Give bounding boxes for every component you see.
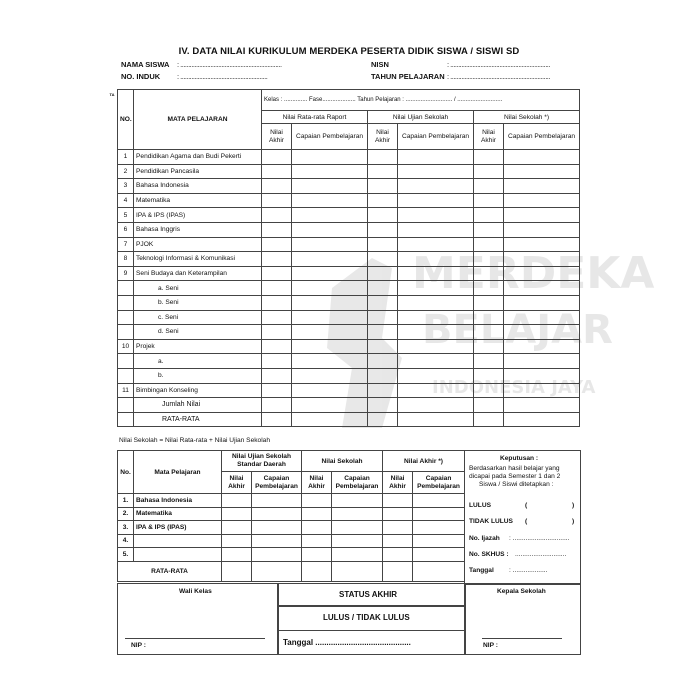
no-induk-label: NO. INDUK bbox=[121, 72, 161, 81]
grade-cell[interactable] bbox=[292, 368, 368, 383]
grade-cell[interactable] bbox=[474, 281, 504, 296]
nilai-sekolah-footnote: Nilai Sekolah = Nilai Rata-rata + Nilai Ujian Sekolah bbox=[119, 437, 270, 444]
table-row bbox=[118, 534, 465, 548]
row-label: PJOK bbox=[134, 237, 262, 252]
row-no bbox=[118, 398, 134, 413]
grade-cell[interactable] bbox=[302, 521, 332, 535]
grade-cell[interactable] bbox=[262, 281, 292, 296]
grade-cell[interactable] bbox=[302, 507, 332, 521]
row-no: 2. bbox=[118, 507, 134, 521]
grade-cell[interactable] bbox=[262, 310, 292, 325]
row-no: 4 bbox=[118, 193, 134, 208]
grade-cell[interactable] bbox=[504, 252, 580, 267]
grade-cell[interactable] bbox=[398, 368, 474, 383]
t2-sub-nilai-akhir-1: Nilai Akhir bbox=[302, 472, 332, 494]
lulus-label: LULUS bbox=[469, 502, 491, 509]
grade-cell[interactable] bbox=[474, 252, 504, 267]
keputusan-text1: Berdasarkan hasil belajar yang bbox=[469, 465, 560, 472]
table-row bbox=[118, 325, 580, 340]
grade-cell[interactable] bbox=[262, 398, 292, 413]
row-no bbox=[118, 281, 134, 296]
tahun-pelajaran-label: TAHUN PELAJARAN bbox=[371, 72, 445, 81]
grade-cell[interactable] bbox=[262, 252, 292, 267]
grade-cell[interactable] bbox=[332, 494, 383, 508]
page-title: IV. DATA NILAI KURIKULUM MERDEKA PESERTA DIDIK SISWA / SISWI SD bbox=[178, 46, 520, 57]
nilai-ujian-table bbox=[117, 450, 465, 582]
table-row bbox=[118, 222, 580, 237]
row-no bbox=[118, 310, 134, 325]
grade-cell[interactable] bbox=[398, 281, 474, 296]
grade-cell[interactable] bbox=[368, 164, 398, 179]
row-label: Bahasa Indonesia bbox=[134, 179, 262, 194]
row-no: 1. bbox=[118, 494, 134, 508]
no-skhus-label: No. SKHUS : bbox=[469, 551, 509, 558]
grade-cell[interactable] bbox=[368, 368, 398, 383]
row-label: Matematika bbox=[134, 507, 222, 521]
grade-cell[interactable] bbox=[252, 521, 302, 535]
row-label: Bahasa Indonesia bbox=[134, 494, 222, 508]
grade-cell[interactable] bbox=[398, 150, 474, 165]
table-row bbox=[118, 252, 580, 267]
grade-cell[interactable] bbox=[368, 398, 398, 413]
grade-cell[interactable] bbox=[262, 164, 292, 179]
tidak-lulus-paren-close: ) bbox=[572, 518, 575, 525]
grade-cell[interactable] bbox=[368, 222, 398, 237]
watermark-line2: BELAJAR bbox=[422, 307, 613, 353]
nilai-kurikulum-table bbox=[109, 89, 580, 427]
grade-cell[interactable] bbox=[252, 534, 302, 548]
grade-cell[interactable] bbox=[332, 507, 383, 521]
grade-cell[interactable] bbox=[413, 494, 465, 508]
grade-cell[interactable] bbox=[398, 354, 474, 369]
row-no bbox=[118, 325, 134, 340]
row-no bbox=[118, 295, 134, 310]
grade-cell[interactable] bbox=[398, 398, 474, 413]
grade-cell[interactable] bbox=[292, 354, 368, 369]
table-row-rata bbox=[118, 561, 465, 581]
grade-cell[interactable] bbox=[504, 339, 580, 354]
grade-cell[interactable] bbox=[332, 521, 383, 535]
report-page bbox=[109, 40, 655, 655]
grade-cell[interactable] bbox=[504, 325, 580, 340]
grade-cell[interactable] bbox=[474, 222, 504, 237]
row-label bbox=[134, 534, 222, 548]
kepala-sekolah-signature-line bbox=[482, 638, 562, 639]
grade-cell[interactable] bbox=[398, 325, 474, 340]
table-row bbox=[118, 193, 580, 208]
row-label: d. Seni bbox=[134, 325, 262, 340]
table-row bbox=[118, 295, 580, 310]
row-no: 7 bbox=[118, 237, 134, 252]
grade-cell[interactable] bbox=[368, 325, 398, 340]
grade-cell[interactable] bbox=[332, 548, 383, 562]
keputusan-text3: Siswa / Siswi ditetapkan : bbox=[479, 481, 554, 488]
wali-kelas-label: Wali Kelas bbox=[179, 588, 212, 595]
grade-cell[interactable] bbox=[368, 281, 398, 296]
grade-cell[interactable] bbox=[368, 266, 398, 281]
t2-sub-capaian-0: Capaian Pembelajaran bbox=[252, 472, 302, 494]
grade-cell[interactable] bbox=[504, 193, 580, 208]
table-row bbox=[118, 398, 580, 413]
lulus-paren-close: ) bbox=[572, 502, 575, 509]
grade-cell[interactable] bbox=[474, 354, 504, 369]
keputusan-text2: dicapai pada Semester 1 dan 2 bbox=[469, 473, 561, 480]
grade-cell[interactable] bbox=[292, 164, 368, 179]
grade-cell[interactable] bbox=[383, 507, 413, 521]
group2-nilai-sekolah: Nilai Sekolah bbox=[302, 451, 383, 472]
grade-cell[interactable] bbox=[504, 383, 580, 398]
t1-sub-capaian-1: Capaian Pembelajaran bbox=[398, 124, 474, 150]
grade-cell[interactable] bbox=[474, 150, 504, 165]
grade-cell[interactable] bbox=[398, 339, 474, 354]
grade-cell[interactable] bbox=[368, 252, 398, 267]
grade-cell[interactable] bbox=[474, 193, 504, 208]
t1-sub-nilai-akhir-1: Nilai Akhir bbox=[368, 124, 398, 150]
table-row bbox=[118, 237, 580, 252]
grade-cell[interactable] bbox=[398, 208, 474, 223]
row-label: b. bbox=[134, 368, 262, 383]
grade-cell[interactable] bbox=[222, 561, 252, 581]
keputusan-title: Keputusan : bbox=[500, 455, 539, 462]
grade-cell[interactable] bbox=[368, 179, 398, 194]
row-label: b. Seni bbox=[134, 295, 262, 310]
nama-siswa-label: NAMA SISWA bbox=[121, 60, 170, 69]
group-ujian-sekolah: Nilai Ujian Sekolah bbox=[368, 111, 474, 124]
grade-cell[interactable] bbox=[292, 266, 368, 281]
grade-cell[interactable] bbox=[262, 208, 292, 223]
group2-ujian-standar: Nilai Ujian Sekolah Standar Daerah bbox=[222, 451, 302, 472]
kepala-sekolah-nip: NIP : bbox=[483, 642, 498, 649]
tanggal-keputusan-label: Tanggal bbox=[469, 567, 494, 574]
grade-cell[interactable] bbox=[368, 193, 398, 208]
table-row bbox=[118, 412, 580, 427]
row-label: Matematika bbox=[134, 193, 262, 208]
grade-cell[interactable] bbox=[504, 150, 580, 165]
grade-cell[interactable] bbox=[292, 150, 368, 165]
row-no: 4. bbox=[118, 534, 134, 548]
grade-cell[interactable] bbox=[292, 237, 368, 252]
grade-cell[interactable] bbox=[292, 398, 368, 413]
row-label: c. Seni bbox=[134, 310, 262, 325]
grade-cell[interactable] bbox=[262, 237, 292, 252]
row-label: Seni Budaya dan Keterampilan bbox=[134, 266, 262, 281]
nama-siswa-field[interactable]: : ................................................................ bbox=[177, 60, 282, 69]
wali-kelas-nip: NIP : bbox=[131, 642, 146, 649]
grade-cell[interactable] bbox=[474, 339, 504, 354]
no-header: NO. bbox=[118, 90, 134, 150]
grade-cell[interactable] bbox=[368, 383, 398, 398]
tidak-lulus-paren-open: ( bbox=[525, 518, 528, 525]
row-no bbox=[118, 354, 134, 369]
table-row bbox=[118, 521, 465, 535]
grade-cell[interactable] bbox=[368, 354, 398, 369]
grade-cell[interactable] bbox=[292, 222, 368, 237]
grade-cell[interactable] bbox=[474, 383, 504, 398]
grade-cell[interactable] bbox=[292, 252, 368, 267]
grade-cell[interactable] bbox=[474, 237, 504, 252]
grade-cell[interactable] bbox=[398, 237, 474, 252]
lulus-paren-open: ( bbox=[525, 502, 528, 509]
table-row bbox=[118, 281, 580, 296]
tidak-lulus-label: TIDAK LULUS bbox=[469, 518, 513, 525]
grade-cell[interactable] bbox=[292, 412, 368, 427]
table-row bbox=[118, 150, 580, 165]
tahun-pelajaran-field[interactable]: : ............................................................... bbox=[447, 72, 550, 81]
grade-cell[interactable] bbox=[398, 222, 474, 237]
grade-cell[interactable] bbox=[504, 281, 580, 296]
row-no bbox=[118, 368, 134, 383]
grade-cell[interactable] bbox=[398, 383, 474, 398]
grade-cell[interactable] bbox=[222, 507, 252, 521]
grade-cell[interactable] bbox=[474, 295, 504, 310]
grade-cell[interactable] bbox=[302, 534, 332, 548]
grade-cell[interactable] bbox=[504, 310, 580, 325]
grade-cell[interactable] bbox=[383, 548, 413, 562]
grade-cell[interactable] bbox=[504, 266, 580, 281]
mapel-header-text: MATA PELAJARAN bbox=[167, 116, 228, 123]
table-row bbox=[118, 208, 580, 223]
grade-cell[interactable] bbox=[504, 164, 580, 179]
row-no bbox=[118, 412, 134, 427]
grade-cell[interactable] bbox=[504, 354, 580, 369]
grade-cell[interactable] bbox=[398, 295, 474, 310]
grade-cell[interactable] bbox=[252, 507, 302, 521]
nisn-label: NISN bbox=[371, 60, 389, 69]
grade-cell[interactable] bbox=[504, 237, 580, 252]
grade-cell[interactable] bbox=[383, 494, 413, 508]
grade-cell[interactable] bbox=[368, 150, 398, 165]
grade-cell[interactable] bbox=[292, 193, 368, 208]
kepala-sekolah-label: Kepala Sekolah bbox=[497, 588, 546, 595]
grade-cell[interactable] bbox=[474, 208, 504, 223]
row-label: Bimbingan Konseling bbox=[134, 383, 262, 398]
grade-cell[interactable] bbox=[504, 179, 580, 194]
t1-sub-capaian-2: Capaian Pembelajaran bbox=[504, 124, 580, 150]
grade-cell[interactable] bbox=[504, 368, 580, 383]
grade-cell[interactable] bbox=[474, 179, 504, 194]
kelas-fase-line[interactable]: Kelas : .............. Fase.................... Tahun Pelajaran : ............................ / ........................... bbox=[262, 90, 580, 111]
grade-cell[interactable] bbox=[504, 222, 580, 237]
table-row bbox=[118, 354, 580, 369]
grade-cell[interactable] bbox=[252, 548, 302, 562]
grade-cell[interactable] bbox=[474, 398, 504, 413]
grade-cell[interactable] bbox=[368, 310, 398, 325]
grade-cell[interactable] bbox=[262, 325, 292, 340]
table-row bbox=[118, 494, 465, 508]
tanggal-status-line[interactable]: Tanggal ........................................... bbox=[283, 638, 411, 647]
row-label: RATA-RATA bbox=[134, 412, 262, 427]
grade-cell[interactable] bbox=[383, 521, 413, 535]
table-row bbox=[118, 310, 580, 325]
grade-cell[interactable] bbox=[292, 325, 368, 340]
grade-cell[interactable] bbox=[474, 325, 504, 340]
row-label: Pendidikan Pancasila bbox=[134, 164, 262, 179]
grade-cell[interactable] bbox=[368, 208, 398, 223]
grade-cell[interactable] bbox=[262, 193, 292, 208]
grade-cell[interactable] bbox=[383, 534, 413, 548]
rata-rata-label: RATA-RATA bbox=[118, 561, 222, 581]
grade-cell[interactable] bbox=[262, 339, 292, 354]
row-no: 8 bbox=[118, 252, 134, 267]
t1-sub-nilai-akhir-0: Nilai Akhir bbox=[262, 124, 292, 150]
grade-cell[interactable] bbox=[504, 412, 580, 427]
grade-cell[interactable] bbox=[413, 507, 465, 521]
grade-cell[interactable] bbox=[413, 548, 465, 562]
table-row bbox=[118, 179, 580, 194]
t1-sub-capaian-0: Capaian Pembelajaran bbox=[292, 124, 368, 150]
grade-cell[interactable] bbox=[398, 252, 474, 267]
lulus-tidak-label[interactable]: LULUS / TIDAK LULUS bbox=[323, 613, 410, 622]
no-induk-field[interactable]: : ....................................................... bbox=[177, 72, 268, 81]
grade-cell[interactable] bbox=[222, 494, 252, 508]
grade-cell[interactable] bbox=[292, 310, 368, 325]
group-nilai-sekolah: Nilai Sekolah *) bbox=[474, 111, 580, 124]
grade-cell[interactable] bbox=[262, 179, 292, 194]
row-no: 2 bbox=[118, 164, 134, 179]
grade-cell[interactable] bbox=[504, 398, 580, 413]
grade-cell[interactable] bbox=[302, 548, 332, 562]
row-label: a. bbox=[134, 354, 262, 369]
grade-cell[interactable] bbox=[474, 368, 504, 383]
grade-cell[interactable] bbox=[398, 412, 474, 427]
t2-sub-nilai-akhir-0: Nilai Akhir bbox=[222, 472, 252, 494]
table-row bbox=[118, 339, 580, 354]
row-no: 1 bbox=[118, 150, 134, 165]
grade-cell[interactable] bbox=[368, 237, 398, 252]
grade-cell[interactable] bbox=[474, 310, 504, 325]
grade-cell[interactable] bbox=[292, 179, 368, 194]
grade-cell[interactable] bbox=[413, 561, 465, 581]
grade-cell[interactable] bbox=[262, 295, 292, 310]
mapel2-header: Mata Pelajaran bbox=[134, 451, 222, 494]
row-no: 9 bbox=[118, 266, 134, 281]
row-no: 5 bbox=[118, 208, 134, 223]
grade-cell[interactable] bbox=[222, 534, 252, 548]
grade-cell[interactable] bbox=[474, 164, 504, 179]
grade-cell[interactable] bbox=[383, 561, 413, 581]
grade-cell[interactable] bbox=[292, 208, 368, 223]
group-rata-raport: Nilai Rata-rata Raport bbox=[262, 111, 368, 124]
table-row bbox=[118, 383, 580, 398]
grade-cell[interactable] bbox=[252, 561, 302, 581]
grade-cell[interactable] bbox=[413, 534, 465, 548]
table-row bbox=[118, 368, 580, 383]
t1-sub-nilai-akhir-2: Nilai Akhir bbox=[474, 124, 504, 150]
row-no: 5. bbox=[118, 548, 134, 562]
t2-sub-capaian-1: Capaian Pembelajaran bbox=[332, 472, 383, 494]
row-label: a. Seni bbox=[134, 281, 262, 296]
grade-cell[interactable] bbox=[398, 310, 474, 325]
row-label: Pendidikan Agama dan Budi Pekerti bbox=[134, 150, 262, 165]
ta-mark: TA bbox=[109, 92, 115, 97]
nisn-field[interactable]: : ............................................................... bbox=[447, 60, 550, 69]
status-akhir-label: STATUS AKHIR bbox=[339, 590, 398, 599]
row-no: 3. bbox=[118, 521, 134, 535]
grade-cell[interactable] bbox=[292, 383, 368, 398]
row-label: Teknologi Informasi & Komunikasi bbox=[134, 252, 262, 267]
grade-cell[interactable] bbox=[398, 193, 474, 208]
grade-cell[interactable] bbox=[262, 150, 292, 165]
grade-cell[interactable] bbox=[292, 281, 368, 296]
grade-cell[interactable] bbox=[368, 295, 398, 310]
grade-cell[interactable] bbox=[504, 295, 580, 310]
grade-cell[interactable] bbox=[262, 368, 292, 383]
row-no: 3 bbox=[118, 179, 134, 194]
t2-sub-capaian-2: Capaian Pembelajaran bbox=[413, 472, 465, 494]
grade-cell[interactable] bbox=[292, 339, 368, 354]
grade-cell[interactable] bbox=[332, 561, 383, 581]
grade-cell[interactable] bbox=[474, 266, 504, 281]
grade-cell[interactable] bbox=[262, 412, 292, 427]
grade-cell[interactable] bbox=[262, 383, 292, 398]
group2-nilai-akhir: Nilai Akhir *) bbox=[383, 451, 465, 472]
grade-cell[interactable] bbox=[398, 266, 474, 281]
t2-sub-nilai-akhir-2: Nilai Akhir bbox=[383, 472, 413, 494]
grade-cell[interactable] bbox=[474, 412, 504, 427]
grade-cell[interactable] bbox=[222, 521, 252, 535]
wali-kelas-signature-line bbox=[125, 638, 265, 639]
grade-cell[interactable] bbox=[413, 521, 465, 535]
grade-cell[interactable] bbox=[368, 339, 398, 354]
no2-header: No. bbox=[118, 451, 134, 494]
row-no: 11 bbox=[118, 383, 134, 398]
watermark-line1: MERDEKA bbox=[412, 248, 655, 299]
no-ijazah-label: No. Ijazah bbox=[469, 535, 500, 542]
row-no: 6 bbox=[118, 222, 134, 237]
row-label bbox=[134, 548, 222, 562]
grade-cell[interactable] bbox=[368, 412, 398, 427]
grade-cell[interactable] bbox=[302, 494, 332, 508]
grade-cell[interactable] bbox=[398, 179, 474, 194]
tanggal-keputusan-field[interactable]: : ................... bbox=[509, 567, 548, 574]
table-row bbox=[118, 164, 580, 179]
no-ijazah-field[interactable]: : ............................... bbox=[509, 535, 570, 542]
grade-cell[interactable] bbox=[222, 548, 252, 562]
grade-cell[interactable] bbox=[332, 534, 383, 548]
grade-cell[interactable] bbox=[262, 354, 292, 369]
row-label: Bahasa Inggris bbox=[134, 222, 262, 237]
grade-cell[interactable] bbox=[262, 266, 292, 281]
grade-cell[interactable] bbox=[292, 295, 368, 310]
row-label: IPA & IPS (IPAS) bbox=[134, 208, 262, 223]
grade-cell[interactable] bbox=[252, 494, 302, 508]
table-row bbox=[118, 266, 580, 281]
table-row bbox=[118, 548, 465, 562]
table-row bbox=[118, 507, 465, 521]
grade-cell[interactable] bbox=[262, 222, 292, 237]
row-label: Jumlah Nilai bbox=[134, 398, 262, 413]
row-no: 10 bbox=[118, 339, 134, 354]
row-label: Projek bbox=[134, 339, 262, 354]
no-skhus-field[interactable]: ............................ bbox=[515, 551, 567, 558]
watermark-line3: INDONESIA JAYA bbox=[432, 377, 596, 398]
grade-cell[interactable] bbox=[398, 164, 474, 179]
grade-cell[interactable] bbox=[504, 208, 580, 223]
row-label: IPA & IPS (IPAS) bbox=[134, 521, 222, 535]
grade-cell[interactable] bbox=[302, 561, 332, 581]
